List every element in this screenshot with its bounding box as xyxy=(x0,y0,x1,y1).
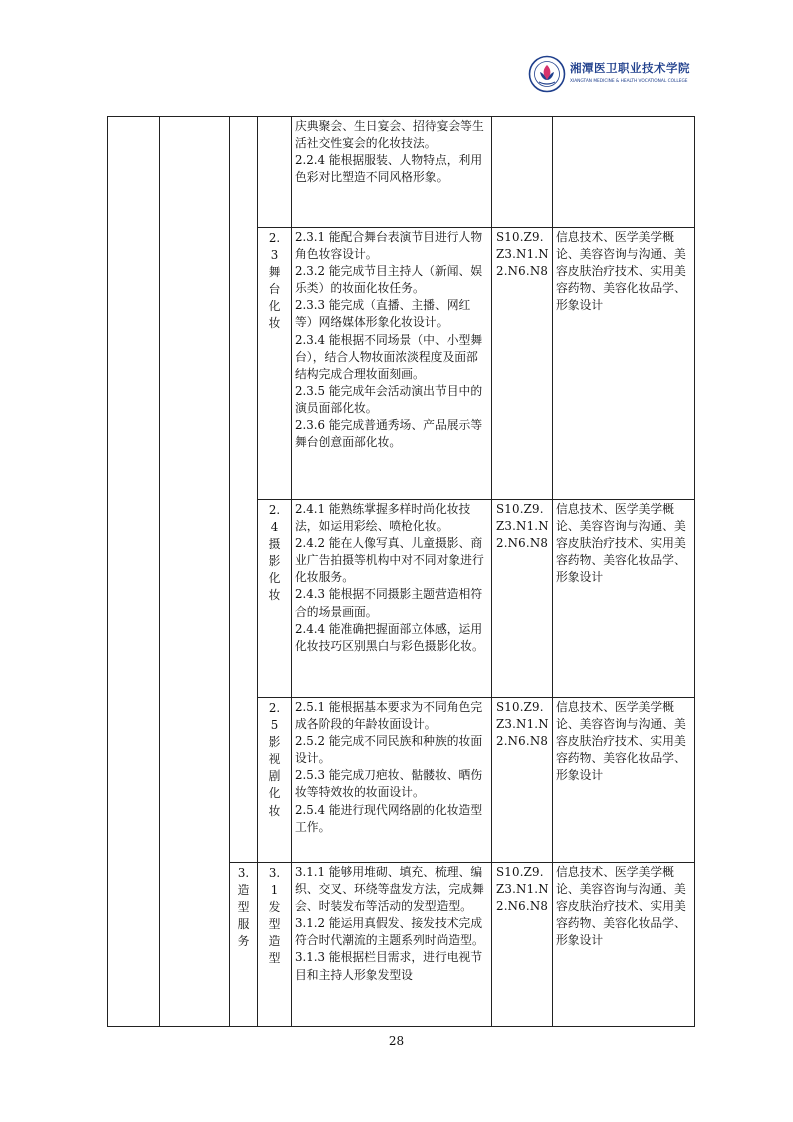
ability-item: 2.5.3 能完成刀疤妆、骷髅妆、晒伤妆等特效妆的妆面设计。 xyxy=(295,768,483,800)
ability-item: 2.4.2 能在人像写真、儿童摄影、商业广告拍摄等机构中对不同对象进行化妆服务。 xyxy=(295,536,484,585)
post-name-cell xyxy=(160,117,230,1027)
ability-description-cell xyxy=(292,500,492,698)
ability-item: 2.4.4 能准确把握面部立体感，运用化妆技巧区别黑白与彩色摄影化妆。 xyxy=(295,621,484,653)
school-name: 湘潭医卫职业技术学院 xyxy=(570,61,690,75)
requirement-code-cell: S10.Z9.Z3.N1.N2.N6.N8 xyxy=(492,863,553,1027)
course-cell xyxy=(553,117,695,228)
ability-item: 2.4.3 能根据不同摄影主题营造相符合的场景画面。 xyxy=(295,587,483,619)
competency-table xyxy=(107,116,695,1027)
page-number: 28 xyxy=(388,1034,405,1048)
ability-item: 2.3.2 能完成节目主持人（新闻、娱乐类）的妆面化妆任务。 xyxy=(295,264,483,296)
school-emblem-icon xyxy=(528,55,566,93)
work-task-cell: 2.5影视剧化妆 xyxy=(258,698,292,863)
work-area-cell: 3.造型服务 xyxy=(230,863,258,1027)
requirement-code-cell: S10.Z9.Z3.N1.N2.N6.N8 xyxy=(492,698,553,863)
ability-item: 庆典聚会、生日宴会、招待宴会等生活社交性宴会的化妆技法。 xyxy=(295,119,484,151)
requirement-code-cell xyxy=(492,117,553,228)
ability-item: 2.5.2 能完成不同民族和种族的妆面设计。 xyxy=(295,734,483,766)
ability-item: 2.3.6 能完成普通秀场、产品展示等舞台创意面部化妆。 xyxy=(295,418,483,450)
ability-item: 3.1.2 能运用真假发、接发技术完成符合时代潮流的主题系列时尚造型。 xyxy=(295,916,484,948)
ability-item: 2.3.4 能根据不同场景（中、小型舞台），结合人物妆面浓淡程度及面部结构完成合理妆面刻画。 xyxy=(295,332,483,381)
ability-description-cell xyxy=(292,228,492,500)
school-logo xyxy=(528,55,690,95)
course-cell: 信息技术、医学美学概论、美容咨询与沟通、美容皮肤治疗技术、实用美容药物、美容化妆品学、形象设计 xyxy=(553,863,695,1027)
ability-item: 2.3.1 能配合舞台表演节目进行人物角色妆容设计。 xyxy=(295,230,483,262)
requirement-code-cell: S10.Z9.Z3.N1.N2.N6.N8 xyxy=(492,228,553,500)
work-task-cell xyxy=(258,117,292,228)
work-task-cell: 3.1发型造型 xyxy=(258,863,292,1027)
ability-description-cell xyxy=(292,117,492,228)
ability-item: 3.1.1 能够用堆砌、填充、梳理、编织、交叉、环绕等盘发方法，完成舞会、时装发布等活动的发型造型。 xyxy=(295,865,484,914)
work-area-cell xyxy=(230,117,258,863)
ability-description-cell xyxy=(292,698,492,863)
requirement-code-cell: S10.Z9.Z3.N1.N2.N6.N8 xyxy=(492,500,553,698)
course-cell: 信息技术、医学美学概论、美容咨询与沟通、美容皮肤治疗技术、实用美容药物、美容化妆品学、形象设计 xyxy=(553,228,695,500)
post-category-cell xyxy=(108,117,160,1027)
ability-item: 2.2.4 能根据服装、人物特点，利用色彩对比塑造不同风格形象。 xyxy=(295,153,483,185)
work-task-cell: 2.4摄影化妆 xyxy=(258,500,292,698)
ability-description-cell xyxy=(292,863,492,1027)
ability-item: 2.3.3 能完成（直播、主播、网红等）网络媒体形象化妆设计。 xyxy=(295,298,471,330)
ability-item: 3.1.3 能根据栏目需求，进行电视节目和主持人形象发型设 xyxy=(295,950,483,982)
ability-item: 2.4.1 能熟练掌握多样时尚化妆技法，如运用彩绘、喷枪化妆。 xyxy=(295,502,471,534)
course-cell: 信息技术、医学美学概论、美容咨询与沟通、美容皮肤治疗技术、实用美容药物、美容化妆品学、形象设计 xyxy=(553,698,695,863)
table-row xyxy=(108,117,695,228)
ability-item: 2.5.4 能进行现代网络剧的化妆造型工作。 xyxy=(295,802,483,834)
work-task-cell: 2.3舞台化妆 xyxy=(258,228,292,500)
course-cell: 信息技术、医学美学概论、美容咨询与沟通、美容皮肤治疗技术、实用美容药物、美容化妆品学、形象设计 xyxy=(553,500,695,698)
ability-item: 2.5.1 能根据基本要求为不同角色完成各阶段的年龄妆面设计。 xyxy=(295,700,483,732)
ability-item: 2.3.5 能完成年会活动演出节目中的演员面部化妆。 xyxy=(295,383,483,415)
school-name-english: XIANGTAN MEDICINE & HEALTH VOCATIONAL COLLEGE xyxy=(570,79,688,84)
